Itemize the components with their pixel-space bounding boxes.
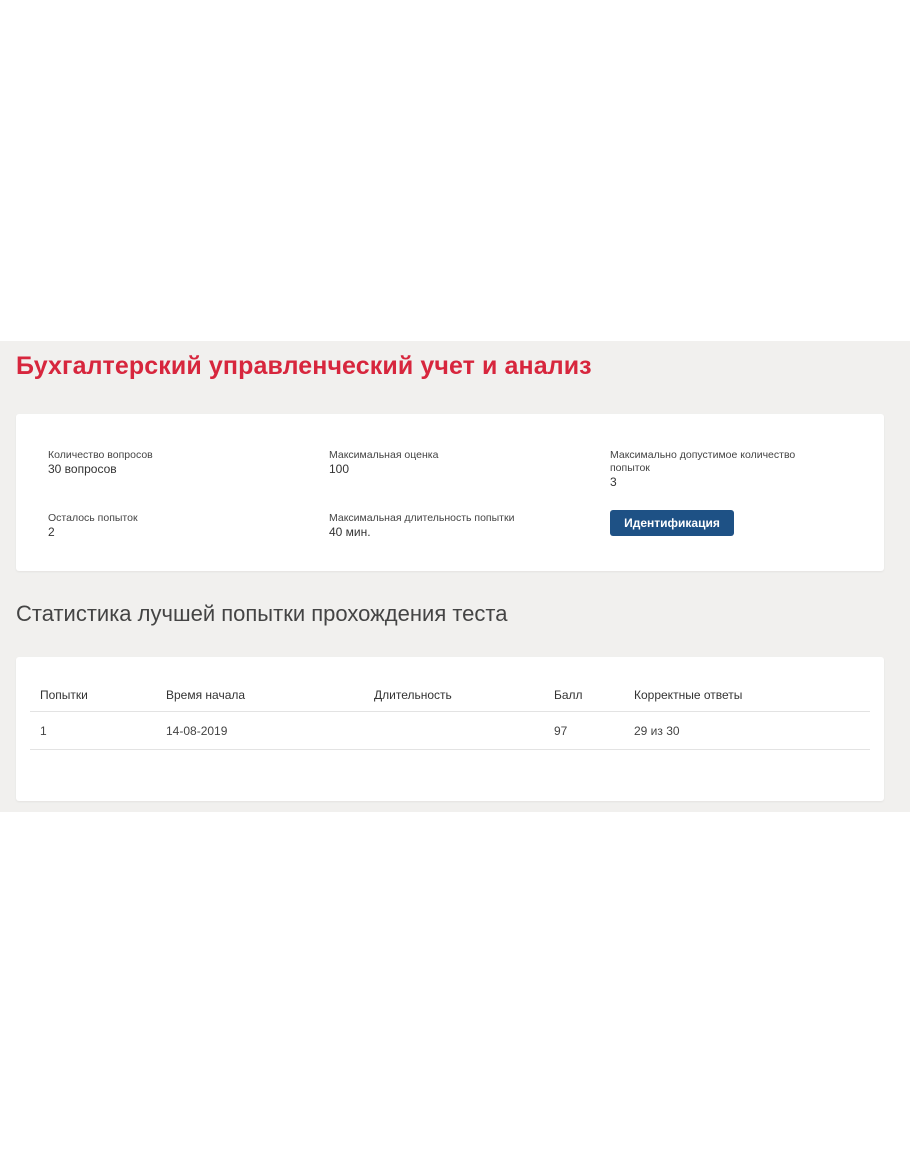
test-info-card xyxy=(16,414,884,571)
column-header-score: Балл xyxy=(544,679,624,712)
stats-title: Статистика лучшей попытки прохождения теста xyxy=(16,601,508,626)
max-attempts xyxy=(610,449,820,490)
remaining-attempts xyxy=(48,512,258,540)
questions-count-value: 30 вопросов xyxy=(48,462,117,476)
max-score xyxy=(329,449,539,477)
max-duration-label: Максимальная длительность попытки xyxy=(329,512,515,524)
max-score-value: 100 xyxy=(329,462,350,476)
column-header-duration: Длительность xyxy=(364,679,544,712)
column-header-correct-answers: Корректные ответы xyxy=(624,679,870,712)
max-duration xyxy=(329,512,539,540)
cell-duration xyxy=(364,712,544,750)
questions-count xyxy=(48,449,258,477)
identification-button[interactable]: Идентификация xyxy=(610,510,734,536)
cell-correct-answers: 29 из 30 xyxy=(624,712,870,750)
column-header-start-time: Время начала xyxy=(156,679,364,712)
cell-score: 97 xyxy=(544,712,624,750)
cell-start-time: 14-08-2019 xyxy=(156,712,364,750)
max-attempts-label: Максимально допустимое количество попыток xyxy=(610,449,796,474)
max-duration-value: 40 мин. xyxy=(329,525,371,539)
remaining-attempts-label: Осталось попыток xyxy=(48,512,138,524)
max-attempts-value: 3 xyxy=(610,475,617,489)
remaining-attempts-value: 2 xyxy=(48,525,55,539)
table-row xyxy=(30,712,870,750)
cell-attempt: 1 xyxy=(30,712,156,750)
questions-count-label: Количество вопросов xyxy=(48,449,153,461)
page-title: Бухгалтерский управленческий учет и анализ xyxy=(16,352,592,380)
max-score-label: Максимальная оценка xyxy=(329,449,439,461)
stats-card xyxy=(16,657,884,801)
stats-table xyxy=(30,679,870,750)
column-header-attempts: Попытки xyxy=(30,679,156,712)
table-header-row xyxy=(30,679,870,712)
